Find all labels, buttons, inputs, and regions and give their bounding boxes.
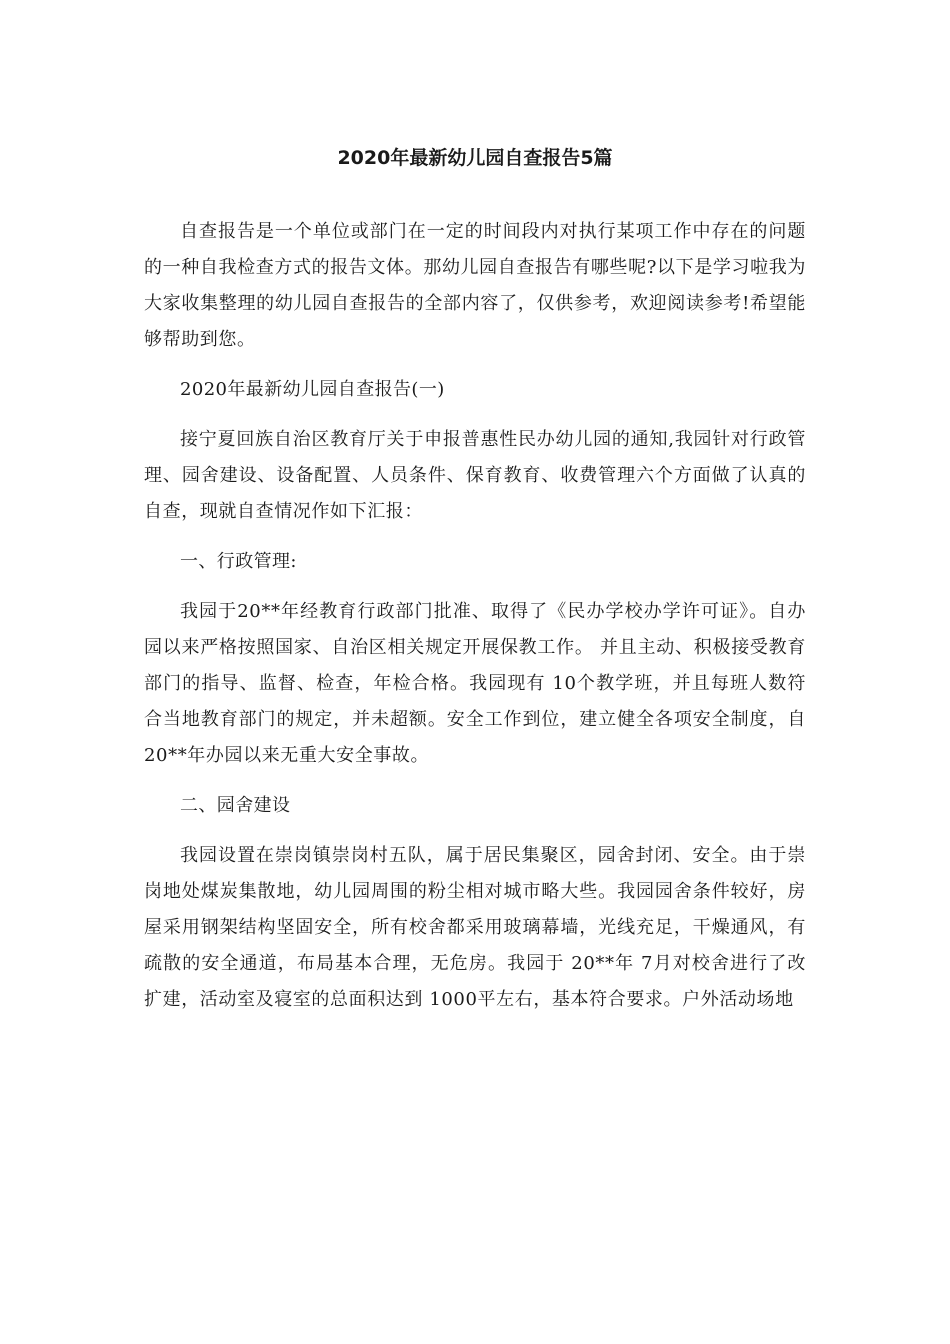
section-heading-buildings: 二、园舍建设 bbox=[180, 795, 291, 816]
body-paragraph: 接宁夏回族自治区教育厅关于申报普惠性民办幼儿园的通知,我园针对行政管理、园舍建设、设备配置、人员条件、保育教育、收费管理六个方面做了认真的自查，现就自查情况作如下汇报： bbox=[144, 429, 806, 522]
intro-paragraph: 自查报告是一个单位或部门在一定的时间段内对执行某项工作中存在的问题的一种自我检查方式的报告文体。那幼儿园自查报告有哪些呢?以下是学习啦我为大家收集整理的幼儿园自查报告的全部内容了，仅供参考，欢迎阅读参考!希望能够帮助到您。 bbox=[144, 221, 806, 350]
section-heading-administration: 一、行政管理: bbox=[180, 551, 297, 572]
section-heading-report-one: 2020年最新幼儿园自查报告(一) bbox=[180, 379, 445, 400]
body-paragraph: 我园于20**年经教育行政部门批准、取得了《民办学校办学许可证》。自办园以来严格按照国家、自治区相关规定开展保教工作。 并且主动、积极接受教育部门的指导、监督、检查，年检合格。我园现有 10个教学班，并且每班人数符合当地教育部门的规定，并未超额。安全工作到位，建立健全各项安全制度，自20**年办园以来无重大安全事故。 bbox=[144, 601, 806, 766]
document-title: 2020年最新幼儿园自查报告5篇 bbox=[337, 147, 613, 169]
document-body bbox=[144, 214, 806, 1032]
body-paragraph: 我园设置在崇岗镇崇岗村五队，属于居民集聚区，园舍封闭、安全。由于崇岗地处煤炭集散地，幼儿园周围的粉尘相对城市略大些。我园园舍条件较好，房屋采用钢架结构坚固安全，所有校舍都采用玻璃幕墙，光线充足，干燥通风，有疏散的安全通道，布局基本合理，无危房。我园于 20**年 7月对校舍进行了改扩建，活动室及寝室的总面积达到 1000平左右，基本符合要求。户外活动场地 bbox=[144, 845, 806, 1010]
